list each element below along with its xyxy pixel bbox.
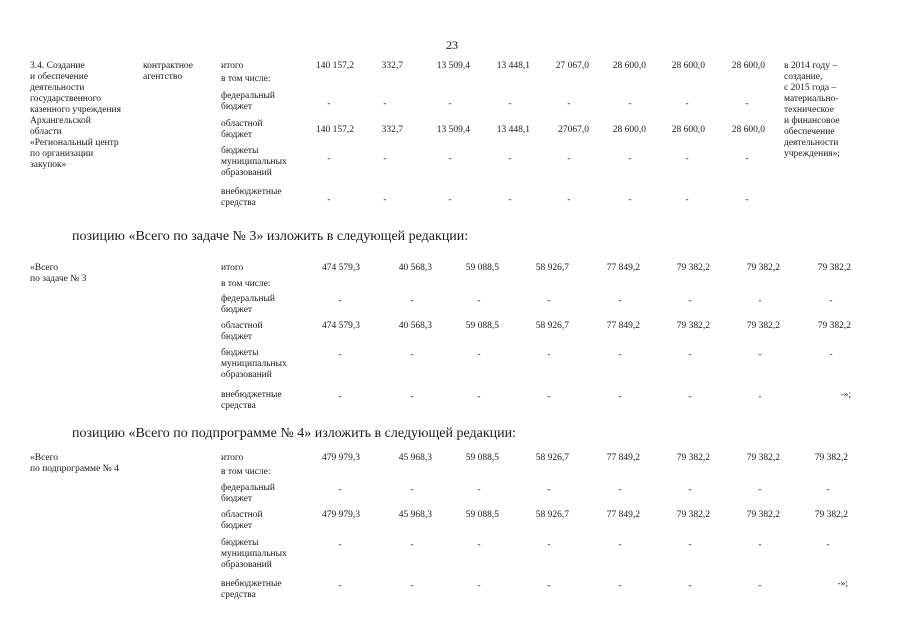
cell-value: -: [338, 581, 342, 591]
cell-value: 479 979,3: [322, 453, 360, 463]
cell-value: 479 979,3: [322, 510, 360, 520]
funding-source-label: итого: [221, 453, 244, 463]
page-number: 23: [446, 38, 458, 52]
cell-value: -: [508, 195, 512, 205]
cell-value: 13 509,4: [436, 61, 470, 71]
funding-source-label: средства: [221, 401, 256, 411]
cell-value: 27 067,0: [555, 61, 589, 71]
funding-source-label: внебюджетные: [221, 390, 282, 400]
cell-value: -: [547, 350, 551, 360]
funding-source-label: средства: [221, 198, 256, 208]
cell-value: -: [338, 392, 342, 402]
cell-value: 79 382,2: [676, 263, 710, 273]
cell-value: -: [826, 540, 830, 550]
cell-value: -: [547, 485, 551, 495]
cell-value: -: [547, 296, 551, 306]
cell-value: -: [410, 540, 414, 550]
cell-value: 28 600,0: [731, 125, 765, 135]
cell-value: -: [688, 296, 692, 306]
cell-value: 79 382,2: [817, 321, 851, 331]
cell-value: 140 157,2: [316, 61, 354, 71]
cell-value: -: [383, 154, 387, 164]
cell-value: -: [410, 350, 414, 360]
funding-source-label: бюджеты: [221, 146, 259, 156]
cell-value: 28 600,0: [612, 125, 646, 135]
cell-value: 40 568,3: [398, 321, 432, 331]
row-name-line: по задаче № 3: [30, 274, 87, 284]
funding-source-label: в том числе:: [221, 279, 271, 289]
cell-value: -: [567, 195, 571, 205]
cell-value: 79 382,2: [746, 263, 780, 273]
cell-value: 58 926,7: [535, 510, 569, 520]
cell-value: 77 849,2: [606, 453, 640, 463]
cell-value: -: [758, 392, 762, 402]
cell-value: -: [618, 296, 622, 306]
cell-value: 79 382,2: [746, 510, 780, 520]
heading-total-task-3: позицию «Всего по задаче № 3» изложить в следующей редакции:: [72, 229, 469, 244]
cell-value: -: [745, 195, 749, 205]
cell-value: -: [826, 485, 830, 495]
row-name-line: Архангельской: [30, 116, 91, 126]
cell-value: -: [327, 99, 331, 109]
cell-value: -: [448, 154, 452, 164]
note-line: обеспечение: [784, 127, 835, 137]
cell-value: -: [628, 99, 632, 109]
note-line: с 2015 года –: [784, 83, 837, 93]
funding-source-label: итого: [221, 61, 244, 71]
funding-source-label: областной: [221, 510, 263, 520]
cell-value: -: [685, 154, 689, 164]
cell-value: -: [547, 540, 551, 550]
cell-value: 58 926,7: [535, 321, 569, 331]
cell-value: 77 849,2: [606, 321, 640, 331]
cell-value: -»;: [837, 579, 848, 589]
cell-value: 58 926,7: [535, 263, 569, 273]
cell-value: -: [410, 392, 414, 402]
cell-value: -: [338, 540, 342, 550]
cell-value: -: [477, 350, 481, 360]
cell-value: 79 382,2: [676, 453, 710, 463]
cell-value: -: [758, 540, 762, 550]
executor-line: контрактное: [143, 61, 194, 71]
cell-value: 474 579,3: [322, 321, 360, 331]
cell-value: 45 968,3: [398, 453, 432, 463]
cell-value: 40 568,3: [398, 263, 432, 273]
note-line: и финансовое: [784, 116, 840, 126]
cell-value: -: [628, 195, 632, 205]
cell-value: -: [685, 99, 689, 109]
funding-source-label: внебюджетные: [221, 187, 282, 197]
cell-value: -: [547, 392, 551, 402]
cell-value: -: [508, 99, 512, 109]
cell-value: -: [338, 485, 342, 495]
row-name-line: закупок»: [30, 160, 67, 170]
funding-source-label: бюджет: [221, 130, 253, 140]
funding-source-label: образований: [221, 560, 272, 570]
cell-value: -: [618, 581, 622, 591]
row-name-line: деятельности: [30, 83, 85, 93]
funding-source-label: бюджеты: [221, 538, 259, 548]
funding-source-label: муниципальных: [221, 157, 287, 167]
note-line: техническое: [784, 105, 834, 115]
executor-line: агентство: [143, 72, 183, 82]
cell-value: 59 088,5: [465, 453, 499, 463]
cell-value: 77 849,2: [606, 263, 640, 273]
row-name-line: казенного учреждения: [30, 105, 122, 115]
cell-value: 59 088,5: [465, 263, 499, 273]
cell-value: -: [688, 392, 692, 402]
cell-value: -: [758, 350, 762, 360]
funding-source-label: федеральный: [221, 483, 275, 493]
funding-source-label: бюджет: [221, 305, 253, 315]
funding-source-label: в том числе:: [221, 74, 271, 84]
row-name-line: и обеспечение: [30, 72, 89, 82]
cell-value: -: [567, 154, 571, 164]
cell-value: 59 088,5: [465, 510, 499, 520]
funding-source-label: муниципальных: [221, 359, 287, 369]
cell-value: -: [547, 581, 551, 591]
cell-value: 332,7: [381, 61, 403, 71]
cell-value: 13 509,4: [436, 125, 470, 135]
cell-value: -: [628, 154, 632, 164]
cell-value: -: [383, 99, 387, 109]
cell-value: 28 600,0: [671, 61, 705, 71]
cell-value: -: [688, 581, 692, 591]
funding-source-label: внебюджетные: [221, 579, 282, 589]
note-line: создание,: [784, 72, 823, 82]
cell-value: -: [477, 540, 481, 550]
cell-value: -: [448, 99, 452, 109]
cell-value: 474 579,3: [322, 263, 360, 273]
funding-source-label: областной: [221, 119, 263, 129]
cell-value: 332,7: [381, 125, 403, 135]
cell-value: 77 849,2: [606, 510, 640, 520]
cell-value: 79 382,2: [746, 321, 780, 331]
row-name-line: «Региональный центр: [30, 138, 119, 148]
cell-value: -: [338, 350, 342, 360]
note-line: материально-: [784, 94, 839, 104]
cell-value: -: [383, 195, 387, 205]
note-line: учреждения»;: [784, 149, 841, 159]
cell-value: -: [618, 350, 622, 360]
cell-value: 79 382,2: [676, 510, 710, 520]
cell-value: -: [567, 99, 571, 109]
cell-value: -: [477, 485, 481, 495]
row-name-line: «Всего: [30, 453, 59, 463]
funding-source-label: областной: [221, 321, 263, 331]
funding-source-label: итого: [221, 263, 244, 273]
cell-value: -: [688, 350, 692, 360]
cell-value: -: [745, 99, 749, 109]
cell-value: 79 382,2: [746, 453, 780, 463]
cell-value: 13 448,1: [496, 125, 530, 135]
cell-value: -: [410, 485, 414, 495]
row-name-line: 3.4. Создание: [30, 61, 85, 71]
cell-value: -: [688, 485, 692, 495]
row-name-line: по организации: [30, 149, 94, 159]
cell-value: 27067,0: [558, 125, 589, 135]
funding-source-label: средства: [221, 590, 256, 600]
cell-value: -»;: [840, 390, 851, 400]
cell-value: 79 382,2: [676, 321, 710, 331]
cell-value: -: [448, 195, 452, 205]
cell-value: 79 382,2: [817, 263, 851, 273]
cell-value: -: [327, 195, 331, 205]
cell-value: -: [618, 392, 622, 402]
cell-value: -: [618, 485, 622, 495]
row-name-line: государственного: [30, 94, 102, 104]
funding-source-label: бюджет: [221, 521, 253, 531]
funding-source-label: образований: [221, 168, 272, 178]
funding-source-label: бюджет: [221, 494, 253, 504]
cell-value: 13 448,1: [496, 61, 530, 71]
cell-value: -: [477, 392, 481, 402]
cell-value: -: [618, 540, 622, 550]
note-line: деятельности: [784, 138, 839, 148]
cell-value: -: [477, 296, 481, 306]
funding-source-label: бюджеты: [221, 348, 259, 358]
cell-value: 58 926,7: [535, 453, 569, 463]
cell-value: 59 088,5: [465, 321, 499, 331]
funding-source-label: образований: [221, 370, 272, 380]
cell-value: -: [508, 154, 512, 164]
cell-value: 79 382,2: [814, 453, 848, 463]
cell-value: -: [758, 296, 762, 306]
cell-value: -: [338, 296, 342, 306]
row-name-line: области: [30, 127, 62, 137]
cell-value: 28 600,0: [671, 125, 705, 135]
row-name-line: по подпрограмме № 4: [30, 464, 119, 474]
cell-value: -: [829, 296, 833, 306]
heading-total-subprogram-4: позицию «Всего по подпрограмме № 4» изложить в следующей редакции:: [72, 426, 517, 441]
cell-value: -: [410, 581, 414, 591]
cell-value: 140 157,2: [316, 125, 354, 135]
cell-value: -: [410, 296, 414, 306]
note-line: в 2014 году –: [784, 61, 838, 71]
funding-source-label: федеральный: [221, 294, 275, 304]
cell-value: -: [685, 195, 689, 205]
cell-value: 79 382,2: [814, 510, 848, 520]
cell-value: 28 600,0: [731, 61, 765, 71]
funding-source-label: муниципальных: [221, 549, 287, 559]
cell-value: 28 600,0: [612, 61, 646, 71]
cell-value: -: [688, 540, 692, 550]
cell-value: -: [829, 350, 833, 360]
cell-value: 45 968,3: [398, 510, 432, 520]
row-name-line: «Всего: [30, 263, 59, 273]
funding-source-label: бюджет: [221, 332, 253, 342]
cell-value: -: [477, 581, 481, 591]
cell-value: -: [758, 581, 762, 591]
funding-source-label: федеральный: [221, 91, 275, 101]
funding-source-label: в том числе:: [221, 467, 271, 477]
funding-source-label: бюджет: [221, 102, 253, 112]
cell-value: -: [745, 154, 749, 164]
cell-value: -: [327, 154, 331, 164]
cell-value: -: [758, 485, 762, 495]
